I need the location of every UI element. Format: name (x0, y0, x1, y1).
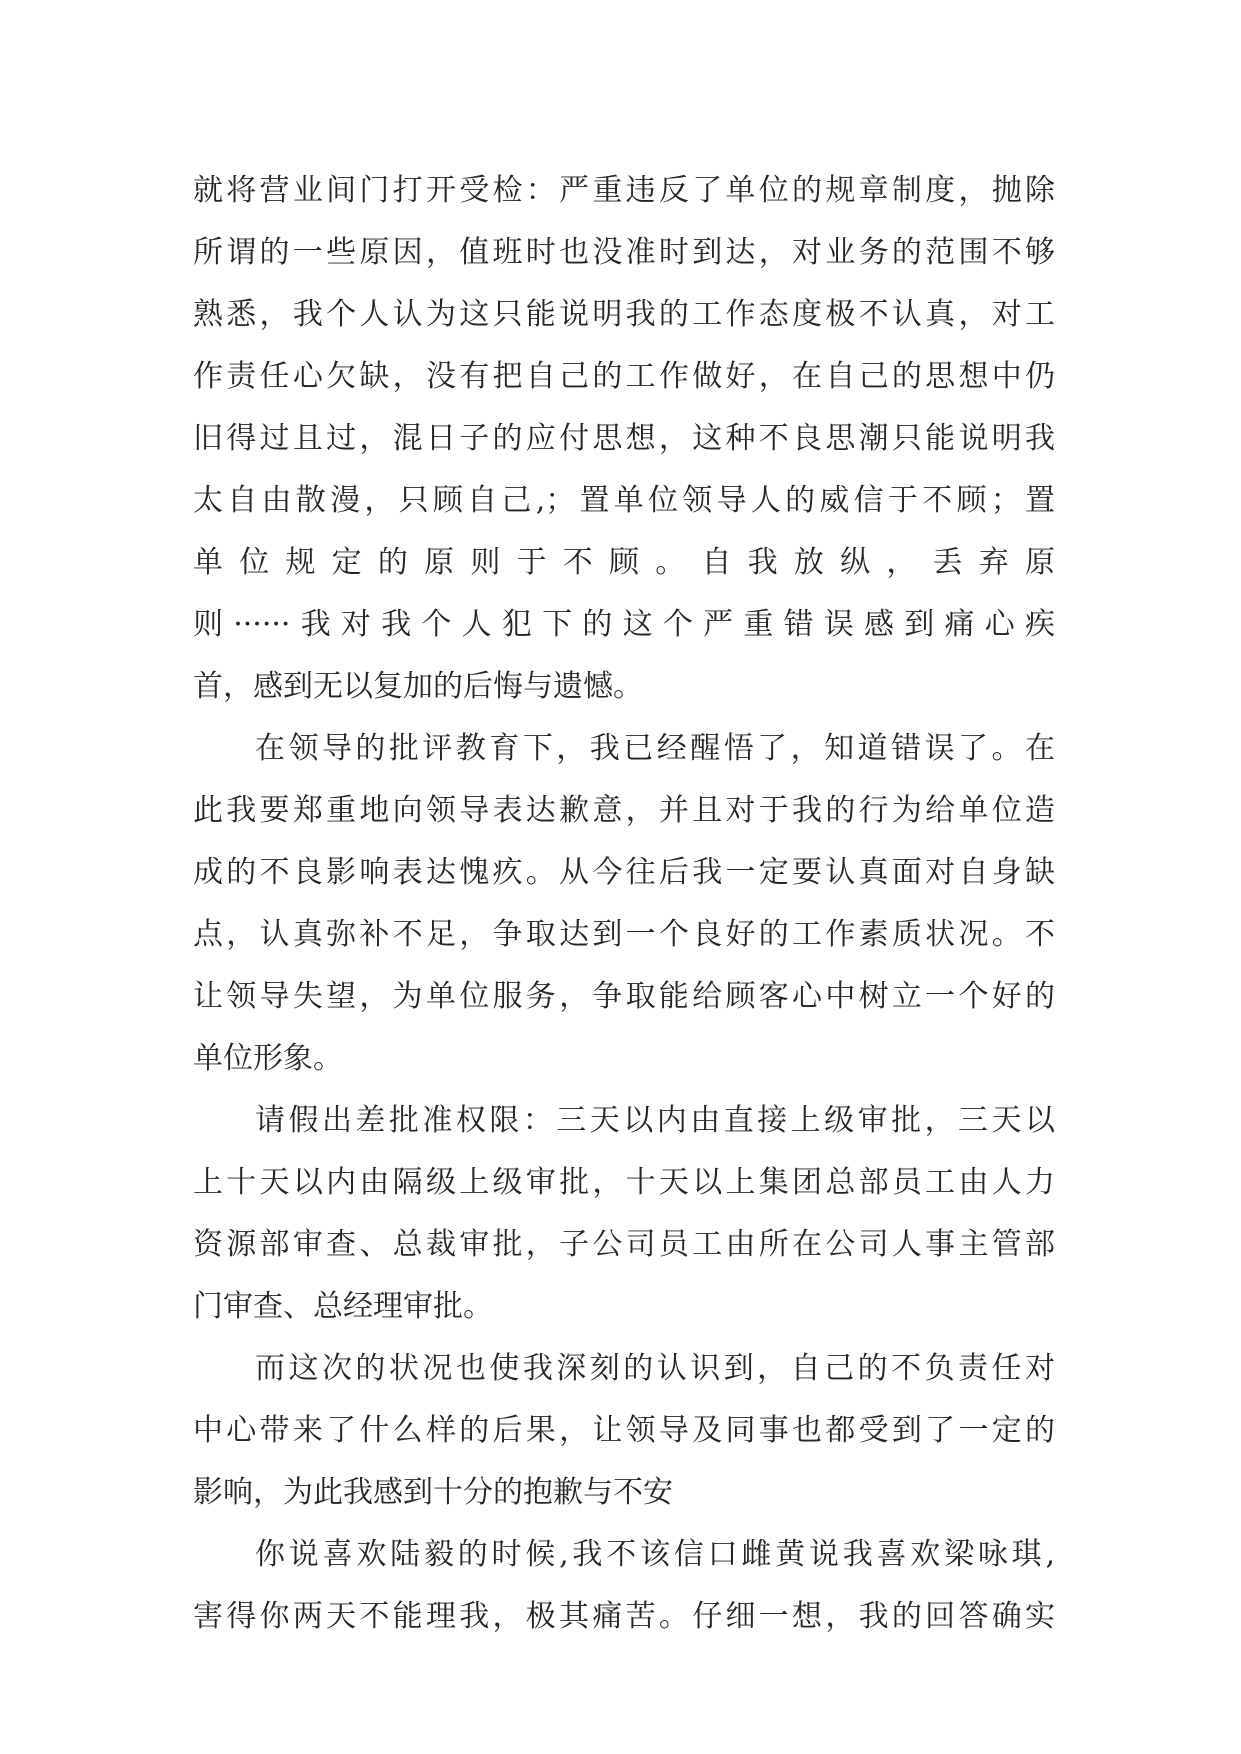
text-line: 作责任心欠缺，没有把自己的工作做好，在自己的思想中仍 (193, 359, 1055, 394)
text-line: 成的不良影响表达愧疚。从今往后我一定要认真面对自身缺 (193, 855, 1055, 890)
text-line: 门审查、总经理审批。 (193, 1289, 493, 1324)
text-line: 影响，为此我感到十分的抱歉与不安 (193, 1475, 673, 1510)
text-line: 旧得过且过，混日子的应付思想，这种不良思潮只能说明我 (193, 421, 1055, 456)
paragraph-3 (193, 1090, 1055, 1338)
text-line: 点，认真弥补不足，争取达到一个良好的工作素质状况。不 (193, 917, 1055, 952)
text-line: 此我要郑重地向领导表达歉意，并且对于我的行为给单位造 (193, 793, 1055, 828)
text-line: 单位形象。 (193, 1041, 343, 1076)
text-line: 你说喜欢陆毅的时候,我不该信口雌黄说我喜欢梁咏琪, (255, 1537, 1055, 1572)
text-line: 熟悉，我个人认为这只能说明我的工作态度极不认真，对工 (193, 297, 1055, 332)
text-line: 而这次的状况也使我深刻的认识到，自己的不负责任对 (255, 1351, 1055, 1386)
text-line: 所谓的一些原因，值班时也没准时到达，对业务的范围不够 (193, 235, 1055, 270)
text-line: 资源部审查、总裁审批，子公司员工由所在公司人事主管部 (193, 1227, 1055, 1262)
text-line: 请假出差批准权限：三天以内由直接上级审批，三天以 (255, 1103, 1055, 1138)
paragraph-1 (193, 160, 1055, 718)
text-line: 让领导失望，为单位服务，争取能给顾客心中树立一个好的 (193, 979, 1055, 1014)
text-line: 害得你两天不能理我，极其痛苦。仔细一想，我的回答确实 (193, 1599, 1055, 1634)
text-line: 上十天以内由隔级上级审批，十天以上集团总部员工由人力 (193, 1165, 1055, 1200)
paragraph-5 (193, 1524, 1055, 1648)
body-text (193, 160, 1055, 1648)
text-line: 就将营业间门打开受检：严重违反了单位的规章制度，抛除 (193, 173, 1055, 208)
text-line: 首，感到无以复加的后悔与遗憾。 (193, 669, 643, 704)
paragraph-2 (193, 718, 1055, 1090)
text-line: 则······我对我个人犯下的这个严重错误感到痛心疾 (193, 607, 1055, 642)
text-line: 中心带来了什么样的后果，让领导及同事也都受到了一定的 (193, 1413, 1055, 1448)
text-line: 太自由散漫，只顾自己,；置单位领导人的威信于不顾；置 (193, 483, 1055, 518)
paragraph-4 (193, 1338, 1055, 1524)
text-line: 单位规定的原则于不顾。自我放纵，丢弃原 (193, 545, 1055, 580)
text-line: 在领导的批评教育下，我已经醒悟了，知道错误了。在 (255, 731, 1055, 766)
